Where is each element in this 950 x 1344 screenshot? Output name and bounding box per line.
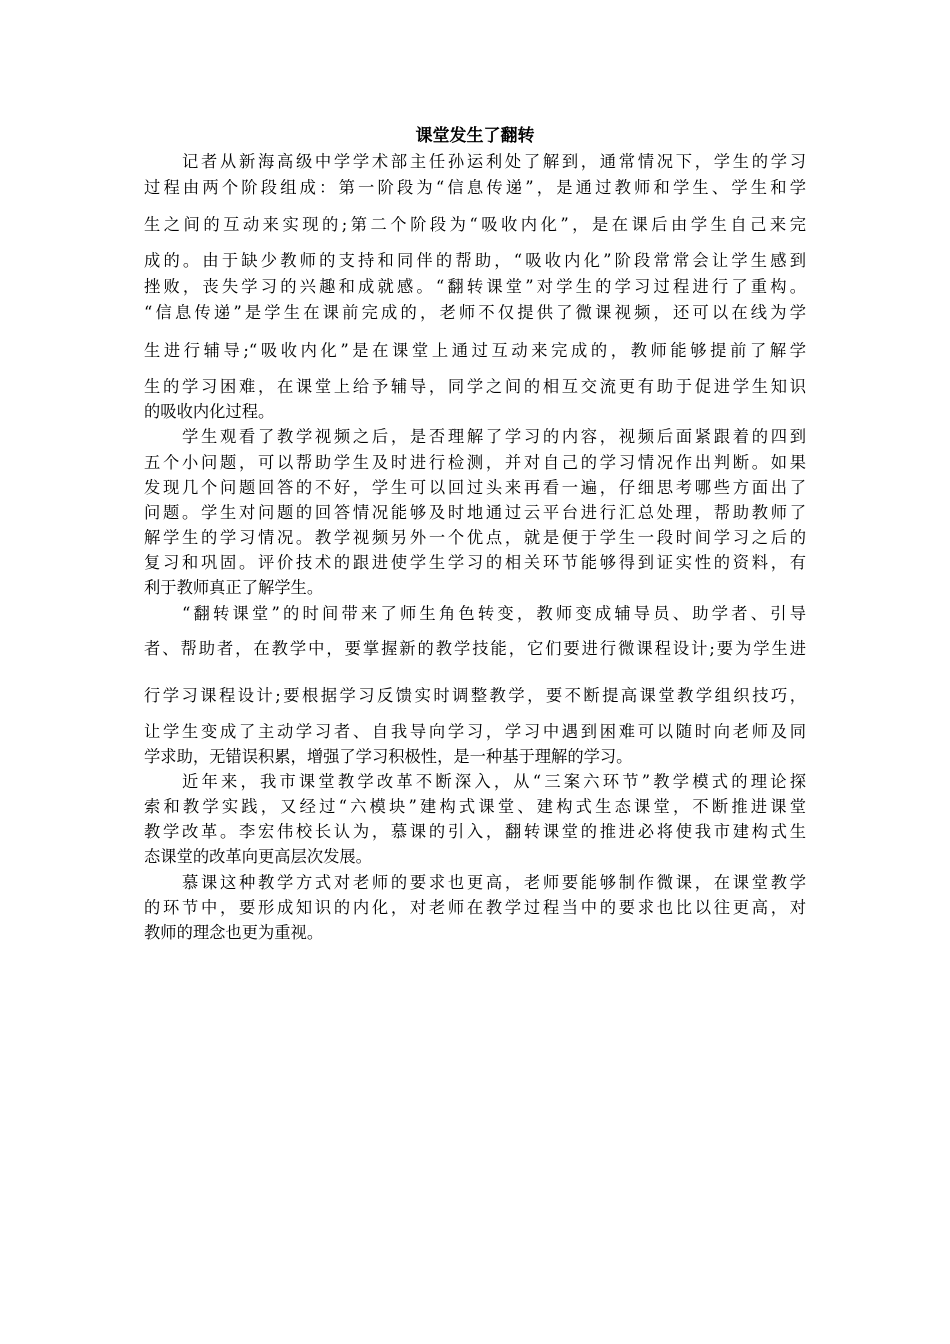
paragraph-line: 五个小问题，可以帮助学生及时进行检测，并对自己的学习情况作出判断。如果 <box>144 453 806 472</box>
paragraph-line: 让学生变成了主动学习者、自我导向学习，学习中遇到困难可以随时向老师及同 <box>144 722 806 741</box>
paragraph-line: 解学生的学习情况。教学视频另外一个优点，就是便于学生一段时间学习之后的 <box>144 528 806 547</box>
paragraph-line: 行学习课程设计;要根据学习反馈实时调整教学，要不断提高课堂教学组织技巧， <box>144 686 806 705</box>
paragraph-line: 复习和巩固。评价技术的跟进使学生学习的相关环节能够得到证实性的资料，有 <box>144 553 806 572</box>
paragraph-line: 态课堂的改革向更高层次发展。 <box>144 847 372 866</box>
paragraph-line: 学求助，无错误积累，增强了学习积极性，是一种基于理解的学习。 <box>144 747 633 766</box>
paragraph-line: 过程由两个阶段组成：第一阶段为“信息传递”，是通过教师和学生、学生和学 <box>144 178 806 197</box>
paragraph-line: 记者从新海高级中学学术部主任孙运利处了解到，通常情况下，学生的学习 <box>182 152 806 171</box>
paragraph-line: 索和教学实践，又经过“六模块”建构式课堂、建构式生态课堂，不断推进课堂 <box>144 797 806 816</box>
paragraph-line: 成的。由于缺少教师的支持和同伴的帮助，“吸收内化”阶段常常会让学生感到 <box>144 251 806 270</box>
paragraph-line: 利于教师真正了解学生。 <box>144 578 324 597</box>
paragraph-line: 学生观看了教学视频之后，是否理解了学习的内容，视频后面紧跟着的四到 <box>182 427 806 446</box>
paragraph-line: 近年来，我市课堂教学改革不断深入，从“三案六环节”教学模式的理论探 <box>182 772 806 791</box>
paragraph-line: 的环节中，要形成知识的内化，对老师在教学过程当中的要求也比以往更高，对 <box>144 898 806 917</box>
paragraph-line: 生的学习困难，在课堂上给予辅导，同学之间的相互交流更有助于促进学生知识 <box>144 377 806 396</box>
paragraph-line: 慕课这种教学方式对老师的要求也更高，老师要能够制作微课，在课堂教学 <box>182 873 806 892</box>
paragraph-line: “信息传递”是学生在课前完成的，老师不仅提供了微课视频，还可以在线为学 <box>144 303 806 322</box>
paragraph-line: 生进行辅导;“吸收内化”是在课堂上通过互动来完成的，教师能够提前了解学 <box>144 341 806 360</box>
paragraph-line: 挫败，丧失学习的兴趣和成就感。“翻转课堂”对学生的学习过程进行了重构。 <box>144 277 806 296</box>
paragraph-line: 的吸收内化过程。 <box>144 402 275 421</box>
paragraph-line: 生之间的互动来实现的;第二个阶段为“吸收内化”，是在课后由学生自己来完 <box>144 215 806 234</box>
paragraph-line: 教师的理念也更为重视。 <box>144 923 324 942</box>
paragraph-line: 发现几个问题回答的不好，学生可以回过头来再看一遍，仔细思考哪些方面出了 <box>144 478 806 497</box>
paragraph-line: “翻转课堂”的时间带来了师生角色转变，教师变成辅导员、助学者、引导 <box>182 604 806 623</box>
paragraph-line: 教学改革。李宏伟校长认为，慕课的引入，翻转课堂的推进必将使我市建构式生 <box>144 822 806 841</box>
paragraph-line: 问题。学生对问题的回答情况能够及时地通过云平台进行汇总处理，帮助教师了 <box>144 503 806 522</box>
paragraph-line: 者、帮助者，在教学中，要掌握新的教学技能，它们要进行微课程设计;要为学生进 <box>144 639 806 658</box>
document-title: 课堂发生了翻转 <box>415 126 535 146</box>
